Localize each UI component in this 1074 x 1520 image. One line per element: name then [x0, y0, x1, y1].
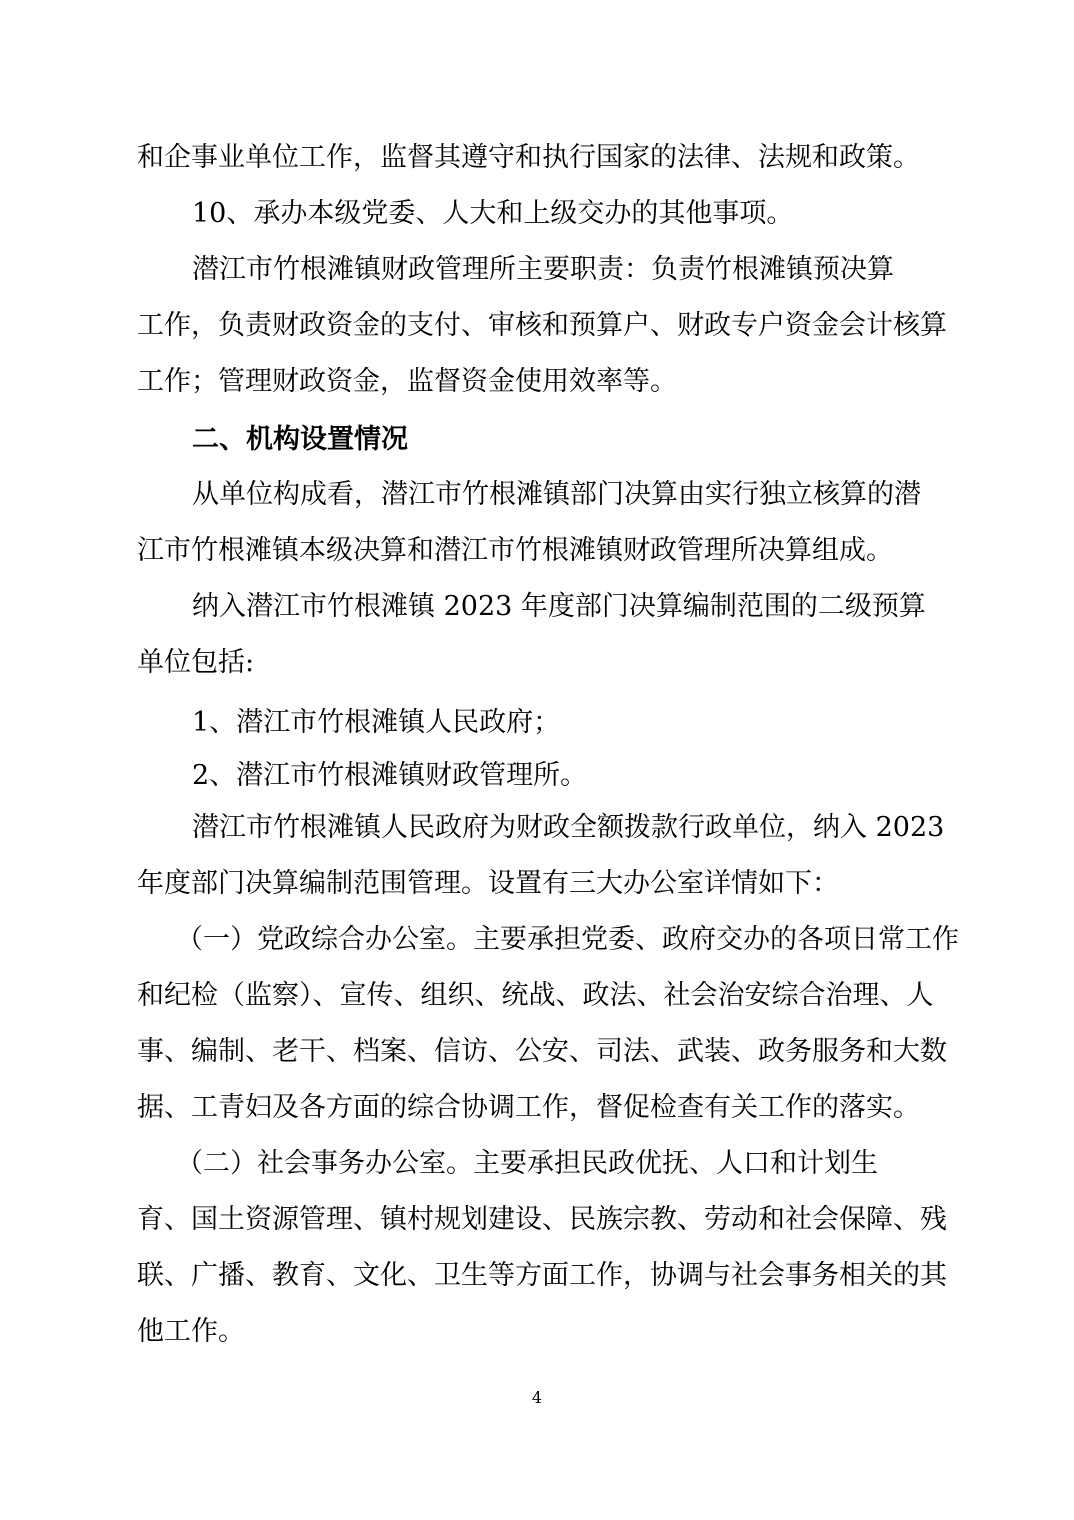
body-line: 江市竹根滩镇本级决算和潜江市竹根滩镇财政管理所决算组成。: [137, 535, 893, 566]
section-heading: 二、机构设置情况: [192, 424, 408, 455]
body-line: 育、国土资源管理、镇村规划建设、民族宗教、劳动和社会保障、残: [137, 1204, 947, 1235]
body-line: 据、工青妇及各方面的综合协调工作，督促检查有关工作的落实。: [137, 1092, 920, 1123]
body-line: 事、编制、老干、档案、信访、公安、司法、武装、政务服务和大数: [137, 1036, 947, 1067]
body-line: 和纪检（监察）、宣传、组织、统战、政法、社会治安综合治理、人: [137, 980, 934, 1011]
list-item: 2、潜江市竹根滩镇财政管理所。: [192, 760, 588, 791]
body-line: 潜江市竹根滩镇人民政府为财政全额拨款行政单位，纳入 2023: [192, 812, 945, 843]
body-line: 和企事业单位工作，监督其遵守和执行国家的法律、法规和政策。: [137, 142, 920, 173]
body-line: 工作；管理财政资金，监督资金使用效率等。: [137, 366, 677, 397]
body-line: 单位包括:: [137, 647, 255, 678]
body-line: 他工作。: [137, 1316, 245, 1347]
body-line: 年度部门决算编制范围管理。设置有三大办公室详情如下：: [137, 868, 839, 899]
body-line: （一）党政综合办公室。主要承担党委、政府交办的各项日常工作: [176, 924, 959, 955]
list-item: 1、潜江市竹根滩镇人民政府；: [192, 707, 561, 738]
body-line: 10、承办本级党委、人大和上级交办的其他事项。: [192, 198, 794, 229]
body-line: 潜江市竹根滩镇财政管理所主要职责：负责竹根滩镇预决算: [192, 254, 894, 285]
body-line: （二）社会事务办公室。主要承担民政优抚、人口和计划生: [176, 1148, 878, 1179]
page-number: 4: [531, 1388, 543, 1407]
body-line: 纳入潜江市竹根滩镇 2023 年度部门决算编制范围的二级预算: [192, 591, 926, 622]
body-line: 联、广播、教育、文化、卫生等方面工作，协调与社会事务相关的其: [137, 1260, 947, 1291]
body-line: 工作，负责财政资金的支付、审核和预算户、财政专户资金会计核算: [137, 310, 947, 341]
body-line: 从单位构成看，潜江市竹根滩镇部门决算由实行独立核算的潜: [192, 479, 921, 510]
